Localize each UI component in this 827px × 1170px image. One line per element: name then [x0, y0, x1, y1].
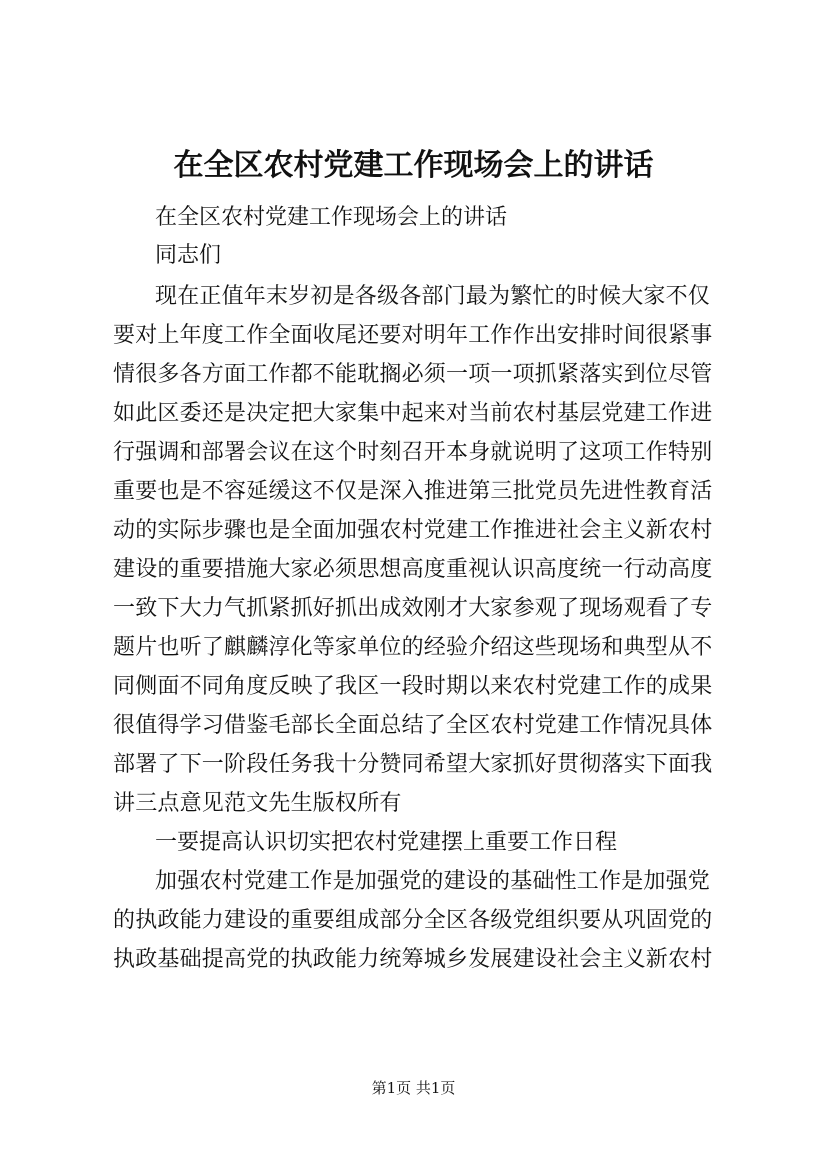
paragraph-line: 题片也听了麒麟淳化等家单位的经验介绍这些现场和典型从不 [113, 635, 713, 660]
paragraph-line: 很值得学习借鉴毛部长全面总结了全区农村党建工作情况具体 [113, 713, 713, 738]
paragraph-line: 现在正值年末岁初是各级各部门最为繁忙的时候大家不仅 [155, 284, 711, 309]
salutation: 同志们 [155, 243, 222, 268]
paragraph-line: 情很多各方面工作都不能耽搁必须一项一项抓紧落实到位尽管 [113, 362, 713, 387]
paragraph-line: 同侧面不同角度反映了我区一段时期以来农村党建工作的成果 [113, 674, 713, 699]
paragraph-line: 动的实际步骤也是全面加强农村党建工作推进社会主义新农村 [113, 518, 713, 543]
paragraph-line: 加强农村党建工作是加强党的建设的基础性工作是加强党 [155, 869, 711, 894]
paragraph-line: 如此区委还是决定把大家集中起来对当前农村基层党建工作进 [113, 401, 713, 426]
paragraph-line: 行强调和部署会议在这个时刻召开本身就说明了这项工作特别 [113, 440, 713, 465]
document-title: 在全区农村党建工作现场会上的讲话 [173, 148, 654, 183]
page-footer: 第1页 共1页 [371, 1079, 456, 1097]
paragraph-line: 执政基础提高党的执政能力统筹城乡发展建设社会主义新农村 [113, 947, 713, 972]
paragraph-line: 一致下大力气抓紧抓好抓出成效刚才大家参观了现场观看了专 [113, 596, 713, 621]
subtitle: 在全区农村党建工作现场会上的讲话 [155, 205, 508, 230]
paragraph-line: 要对上年度工作全面收尾还要对明年工作作出安排时间很紧事 [113, 323, 713, 348]
paragraph-line: 讲三点意见范文先生版权所有 [113, 791, 402, 816]
paragraph-line: 的执政能力建设的重要组成部分全区各级党组织要从巩固党的 [113, 908, 713, 933]
paragraph-line: 部署了下一阶段任务我十分赞同希望大家抓好贯彻落实下面我 [113, 752, 713, 777]
paragraph-line: 重要也是不容延缓这不仅是深入推进第三批党员先进性教育活 [113, 479, 713, 504]
section-heading: 一要提高认识切实把农村党建摆上重要工作日程 [155, 830, 618, 855]
paragraph-line: 建设的重要措施大家必须思想高度重视认识高度统一行动高度 [113, 557, 713, 582]
